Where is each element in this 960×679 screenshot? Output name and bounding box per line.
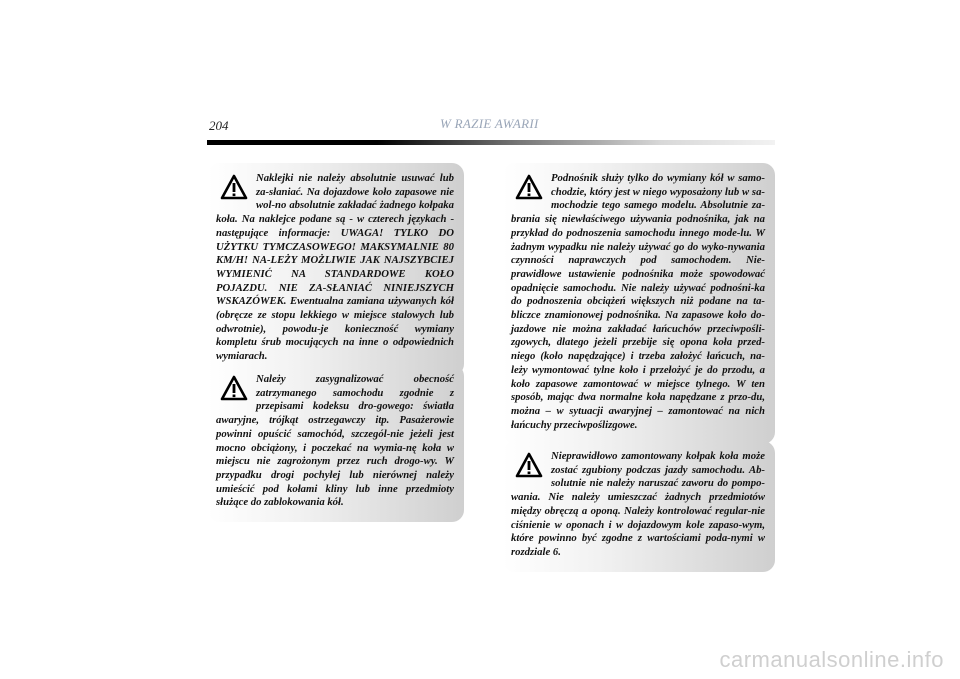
warning-box-stopped-vehicle [208,364,464,522]
warning-text: Naklejki nie należy absolutnie usuwać lub za-słaniać. Na dojazdowe koło zapasowe nie wol-no absolutnie zakładać żadnego kołpaka koła. Na naklejce podane są - w czterech językach - następujące informacje: UWAGA! TYLKO DO UŻYTKU TYMCZASOWEGO! MAKSYMALNIE 80 KM/H! NA-LEŻY MOŻLIWIE JAK NAJSZYBCIEJ WYMIENIĆ NA STANDARDOWE KOŁO POJAZDU. NIE ZA-SŁANIAĆ NINIEJSZYCH WSKAZÓWEK. Ewentualna zamiana używanych kół (obręcze ze stopu lekkiego w miejsce stalowych lub odwrotnie), powodu-je konieczność wymiany kompletu śrub mocujących na inne o odpowiednich wymiarach. [216,172,454,363]
warning-text: Nieprawidłowo zamontowany kołpak koła może zostać zgubiony podczas jazdy samochodu. Ab-solutnie nie należy naruszać zaworu do pompo-wania. Nie należy umieszczać żadnych przedmiotów między obręczą a oponą. Należy kontrolować regular-nie ciśnienie w oponach i w dojazdowym kole zapaso-wym, które powinno być zgodne z wartościami poda-nymi w rozdziale 6. [511,450,765,558]
warning-box-decals [208,163,464,376]
warning-triangle-icon [515,452,543,478]
page-number: 204 [209,118,229,133]
warning-triangle-icon [515,174,543,200]
warning-triangle-icon [220,375,248,401]
warning-triangle-icon [220,174,248,200]
warning-box-jack [503,163,775,444]
warning-box-hubcap [503,441,775,572]
warning-text: Podnośnik służy tylko do wymiany kół w samo-chodzie, który jest w niego wyposażony lub w sa-mochodzie tego samego modelu. Absolutnie za-brania się niewłaściwego używania podnośnika, jak na przykład do podnoszenia samochodu innego mode-lu. W żadnym wypadku nie należy używać go do wyko-nywania czynności naprawczych pod samochodem. Nie-prawidłowe ustawienie podnośnika może spowodować opadnięcie samochodu. Nie należy używać podnośni-ka do podnoszenia obciążeń większych niż podane na ta-bliczce znamionowej podnośnika. Na zapasowe koło do-jazdowe nie można zakładać łańcuchów przeciwpośli-zgowych, dlatego jeżeli przebije się opona koła przed-niego (koło napędzające) i trzeba założyć łańcuch, na-leży wymontować tylne koło i przełożyć je do przodu, a koło zapasowe zamontować w miejsce tylnego. W ten sposób, mając dwa normalne koła napędzane z przo-du, można – w sytuacji awaryjnej – zamontować na nich łańcuchy przeciwpoślizgowe. [511,172,765,431]
section-title: W RAZIE AWARII [440,116,539,131]
warning-text: Należy zasygnalizować obecność zatrzymanego samochodu zgodnie z przepisami kodeksu dro-gowego: światła awaryjne, trójkąt ostrzegawczy itp. Pasażerowie powinni opuścić samochód, szczegól-nie jeżeli jest mocno obciążony, i poczekać na wymia-nę koła w miejscu nie zagrożonym przez ruch drogo-wy. W przypadku drogi pochyłej lub nierównej należy umieścić pod kołami kliny lub inne przedmioty służące do zablokowania kół. [216,373,454,509]
header-rule [207,140,775,145]
watermark: carmanualsonline.info [719,647,944,672]
